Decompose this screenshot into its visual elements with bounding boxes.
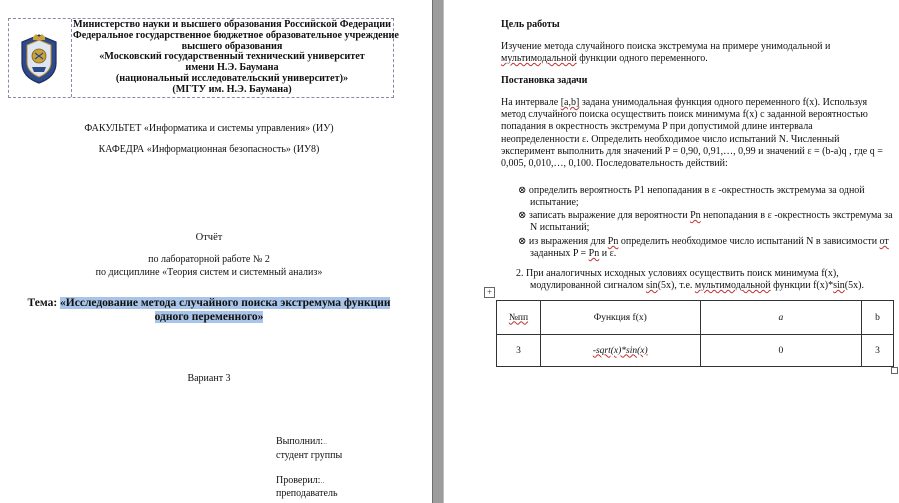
cell-function[interactable] [540, 335, 700, 367]
header-line: Министерство науки и высшего образования Российской Федерации [73, 19, 391, 30]
header-text: Функция f(x) [593, 312, 647, 323]
spellcheck-word: sin [646, 280, 658, 292]
spellcheck-word: sin [833, 280, 845, 292]
bullet-icon: ⊗ [518, 210, 527, 221]
performed-by: студент группы [276, 450, 343, 461]
cell-text: -sqrt(x)*sin(x) [592, 345, 648, 356]
discipline-line: по дисциплине «Теория систем и системный анализ» [95, 266, 323, 278]
cell-number[interactable] [497, 335, 541, 367]
report-title: Отчёт [195, 232, 223, 243]
checked-label: Проверил: [276, 475, 321, 486]
item-text: (5x), т.е. [657, 280, 695, 292]
left-page [0, 0, 432, 503]
spellcheck-word: Pn [690, 210, 701, 221]
header-text: b [875, 312, 880, 323]
table-resize-handle-icon[interactable] [891, 367, 898, 374]
paragraph-mark: .. [320, 476, 325, 485]
cell-text: 3 [875, 345, 880, 356]
spellcheck-word: мультимодальной [694, 280, 771, 292]
bullet-text: непопадания в ε -окрестность экстремума за N испытаний; [530, 210, 893, 234]
checked-by: преподаватель [276, 488, 338, 499]
performed-label: Выполнил: [276, 436, 324, 447]
theme-text-line2[interactable]: одного переменного» [154, 311, 264, 323]
header-cell-b[interactable] [862, 301, 894, 335]
performed-label-line [276, 436, 327, 449]
spellcheck-word: от [879, 236, 889, 247]
task-text-part: На интервале [501, 97, 561, 108]
bullet-text: из выражения для [528, 236, 608, 247]
paragraph-mark: .. [323, 437, 328, 446]
checked-label-line [276, 475, 324, 488]
bullet-item-2 [518, 210, 899, 234]
header-line: (национальный исследовательский университет)» [115, 72, 349, 84]
bullet-item-3 [518, 236, 899, 260]
cell-text: 3 [516, 345, 521, 356]
header-cell-function[interactable] [540, 301, 700, 335]
header-line: Федеральное государственное бюджетное образовательное учреждение [73, 29, 399, 41]
theme-block[interactable] [0, 296, 418, 324]
lab-number-line: по лабораторной работе № 2 [148, 254, 270, 265]
variant-line: Вариант 3 [187, 373, 231, 384]
theme-label: Тема: [27, 297, 58, 309]
bullet-text: заданных P = [530, 248, 589, 260]
university-emblem-icon [19, 33, 59, 85]
header-text: №пп [508, 312, 529, 323]
goal-heading: Цель работы [501, 19, 560, 30]
header-line: «Московский государственный технический университет [99, 51, 365, 63]
header-text: a [778, 312, 784, 323]
variant-table [496, 300, 894, 367]
cell-b[interactable] [862, 335, 894, 367]
header-line: высшего образования [181, 40, 283, 52]
university-header-table [8, 18, 399, 98]
page-gap [432, 0, 444, 503]
spellcheck-word: Pn [588, 248, 600, 260]
goal-text [501, 41, 891, 65]
bullet-item-1 [518, 185, 899, 209]
header-column-divider [71, 19, 72, 97]
bullet-icon: ⊗ [518, 185, 527, 196]
faculty-line: ФАКУЛЬТЕТ «Информатика и системы управления» (ИУ) [84, 123, 334, 134]
bullet-text: записать выражение для вероятности [528, 210, 691, 221]
numbered-item-2 [516, 268, 899, 292]
table-move-handle-icon[interactable]: + [484, 287, 495, 298]
header-line: имени Н.Э. Баумана [185, 62, 279, 74]
theme-text-line1[interactable]: «Исследование метода случайного поиска экстремума функции [60, 297, 391, 309]
header-cell-a[interactable] [700, 301, 862, 335]
item-text: (5x). [844, 280, 864, 292]
department-line: КАФЕДРА «Информационная безопасность» (ИУ8) [98, 144, 320, 155]
bullet-text: определить вероятность P1 непопадания в ε -окрестность экстремума за одной испытание; [528, 185, 865, 209]
task-paragraph [501, 97, 893, 170]
spellcheck-word: мультимодальной [501, 53, 577, 65]
spellcheck-word: [a,b] [560, 97, 580, 108]
university-header-text [73, 19, 399, 96]
task-heading: Постановка задачи [501, 75, 588, 86]
table-header-row [497, 301, 894, 335]
table-row [497, 335, 894, 367]
bullet-text: определить необходимое число испытаний N в зависимости [618, 236, 880, 247]
item-text: функции f(x)* [770, 280, 834, 292]
bullet-icon: ⊗ [518, 236, 527, 247]
goal-text-part: Изучение метода случайного поиска экстремума на примере унимодальной и [501, 41, 831, 52]
bullet-text: и ε. [599, 248, 617, 260]
cell-a[interactable] [700, 335, 862, 367]
goal-text-part: функции одного переменного. [576, 53, 708, 65]
lab-info [0, 254, 418, 279]
header-cell-number[interactable] [497, 301, 541, 335]
header-line: (МГТУ им. Н.Э. Баумана) [172, 83, 292, 95]
spellcheck-word: Pn [607, 236, 619, 247]
task-text-part: задана унимодальная функция одного переменного f(x). Используя метод случайного поиска осуществить поиск минимума f(x) с заданной вероятностью попадания в окрестность экстремума P при допустимой длине интервала неопределенности ε. Определить необходимое число испытаний N. Численный эксперимент выполнить для значений P = 0,90, 0,91,…, 0,99 и значений ε = (b-a)q , где q = 0,005, 0,010,…, 0,100. Последовательность действий: [501, 97, 883, 170]
item-number: 2. [516, 268, 524, 279]
item-text: При аналогичных исходных условиях осуществить поиск минимума f(x), модулированной сигналом [526, 268, 839, 292]
cell-text: 0 [778, 345, 784, 356]
